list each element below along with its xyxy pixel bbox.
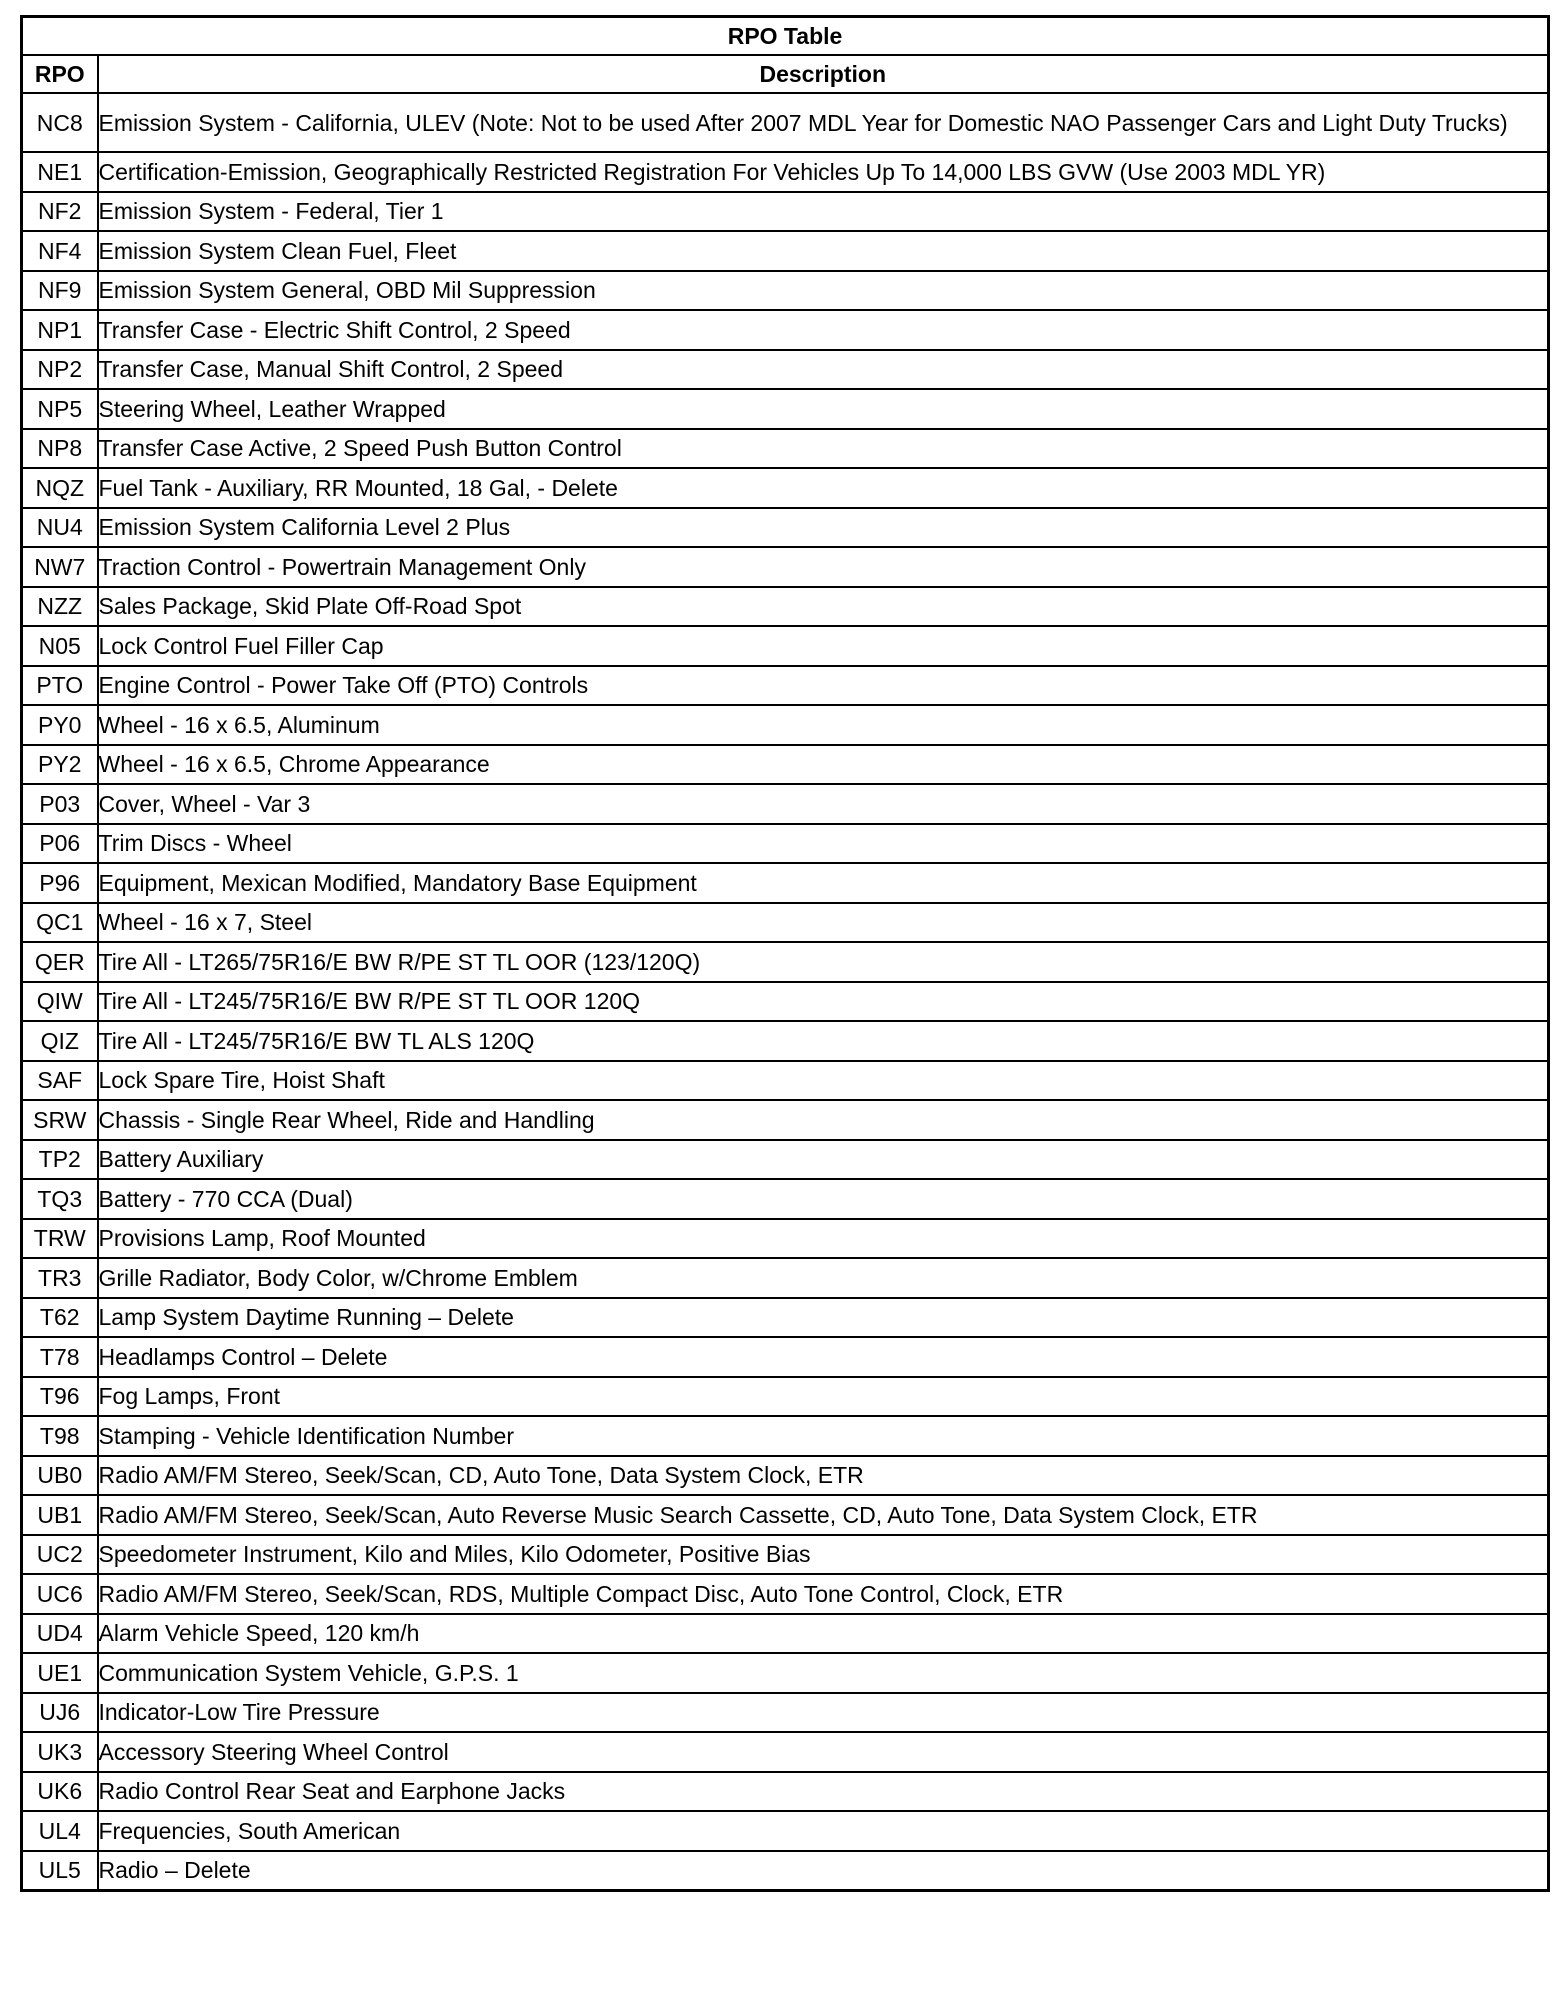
rpo-code-cell: UC2 — [22, 1535, 98, 1575]
rpo-code-cell: NZZ — [22, 587, 98, 627]
rpo-code-cell: UL5 — [22, 1851, 98, 1891]
rpo-code-cell: PY2 — [22, 745, 98, 785]
table-row — [22, 547, 1549, 587]
table-row — [22, 1732, 1549, 1772]
description-cell: Frequencies, South American — [98, 1811, 1549, 1851]
table-row — [22, 1851, 1549, 1891]
table-row — [22, 942, 1549, 982]
table-row — [22, 1693, 1549, 1733]
description-cell: Tire All - LT245/75R16/E BW R/PE ST TL OOR 120Q — [98, 982, 1549, 1022]
rpo-code-cell: QIW — [22, 982, 98, 1022]
description-cell: Radio Control Rear Seat and Earphone Jacks — [98, 1772, 1549, 1812]
description-cell: Traction Control - Powertrain Management Only — [98, 547, 1549, 587]
rpo-code-cell: NF4 — [22, 231, 98, 271]
description-cell: Certification-Emission, Geographically Restricted Registration For Vehicles Up To 14,000 LBS GVW (Use 2003 MDL YR) — [98, 152, 1549, 192]
rpo-code-cell: UJ6 — [22, 1693, 98, 1733]
description-cell: Battery Auxiliary — [98, 1140, 1549, 1180]
table-row — [22, 903, 1549, 943]
description-cell: Steering Wheel, Leather Wrapped — [98, 389, 1549, 429]
description-cell: Grille Radiator, Body Color, w/Chrome Emblem — [98, 1258, 1549, 1298]
table-row — [22, 1179, 1549, 1219]
description-cell: Speedometer Instrument, Kilo and Miles, Kilo Odometer, Positive Bias — [98, 1535, 1549, 1575]
table-row — [22, 1298, 1549, 1338]
description-cell: Transfer Case Active, 2 Speed Push Button Control — [98, 429, 1549, 469]
description-cell: Fog Lamps, Front — [98, 1377, 1549, 1417]
rpo-code-cell: PY0 — [22, 705, 98, 745]
table-row — [22, 1140, 1549, 1180]
column-header-rpo: RPO — [22, 55, 98, 93]
table-row — [22, 1653, 1549, 1693]
table-row — [22, 310, 1549, 350]
description-cell: Indicator-Low Tire Pressure — [98, 1693, 1549, 1733]
rpo-code-cell: UD4 — [22, 1614, 98, 1654]
rpo-code-cell: PTO — [22, 666, 98, 706]
table-row — [22, 1258, 1549, 1298]
description-cell: Communication System Vehicle, G.P.S. 1 — [98, 1653, 1549, 1693]
rpo-code-cell: UB0 — [22, 1456, 98, 1496]
description-cell: Emission System - Federal, Tier 1 — [98, 192, 1549, 232]
rpo-code-cell: NQZ — [22, 468, 98, 508]
rpo-code-cell: NF9 — [22, 271, 98, 311]
description-cell: Alarm Vehicle Speed, 120 km/h — [98, 1614, 1549, 1654]
rpo-code-cell: QC1 — [22, 903, 98, 943]
description-cell: Radio – Delete — [98, 1851, 1549, 1891]
rpo-code-cell: NE1 — [22, 152, 98, 192]
description-cell: Battery - 770 CCA (Dual) — [98, 1179, 1549, 1219]
rpo-code-cell: P96 — [22, 863, 98, 903]
rpo-code-cell: NP1 — [22, 310, 98, 350]
table-row — [22, 1377, 1549, 1417]
description-cell: Lock Control Fuel Filler Cap — [98, 626, 1549, 666]
description-cell: Emission System California Level 2 Plus — [98, 508, 1549, 548]
table-header-row — [22, 55, 1549, 93]
table-row — [22, 1100, 1549, 1140]
rpo-code-cell: P06 — [22, 824, 98, 864]
description-cell: Transfer Case - Electric Shift Control, 2 Speed — [98, 310, 1549, 350]
description-cell: Lamp System Daytime Running – Delete — [98, 1298, 1549, 1338]
description-cell: Equipment, Mexican Modified, Mandatory Base Equipment — [98, 863, 1549, 903]
rpo-code-cell: NC8 — [22, 93, 98, 152]
table-row — [22, 666, 1549, 706]
description-cell: Chassis - Single Rear Wheel, Ride and Handling — [98, 1100, 1549, 1140]
table-body — [22, 93, 1549, 1891]
description-cell: Wheel - 16 x 6.5, Aluminum — [98, 705, 1549, 745]
description-cell: Emission System Clean Fuel, Fleet — [98, 231, 1549, 271]
table-row — [22, 1456, 1549, 1496]
rpo-code-cell: UC6 — [22, 1574, 98, 1614]
rpo-code-cell: T96 — [22, 1377, 98, 1417]
description-cell: Stamping - Vehicle Identification Number — [98, 1416, 1549, 1456]
table-row — [22, 1021, 1549, 1061]
rpo-code-cell: TQ3 — [22, 1179, 98, 1219]
table-row — [22, 1614, 1549, 1654]
rpo-code-cell: NP2 — [22, 350, 98, 390]
table-row — [22, 350, 1549, 390]
table-row — [22, 1535, 1549, 1575]
rpo-code-cell: QIZ — [22, 1021, 98, 1061]
table-row — [22, 152, 1549, 192]
rpo-code-cell: NF2 — [22, 192, 98, 232]
rpo-code-cell: SRW — [22, 1100, 98, 1140]
table-row — [22, 824, 1549, 864]
description-cell: Tire All - LT265/75R16/E BW R/PE ST TL OOR (123/120Q) — [98, 942, 1549, 982]
table-row — [22, 389, 1549, 429]
rpo-code-cell: UB1 — [22, 1495, 98, 1535]
table-row — [22, 231, 1549, 271]
description-cell: Engine Control - Power Take Off (PTO) Controls — [98, 666, 1549, 706]
description-cell: Cover, Wheel - Var 3 — [98, 784, 1549, 824]
table-row — [22, 587, 1549, 627]
table-row — [22, 705, 1549, 745]
rpo-code-cell: NP8 — [22, 429, 98, 469]
table-row — [22, 1574, 1549, 1614]
description-cell: Radio AM/FM Stereo, Seek/Scan, RDS, Multiple Compact Disc, Auto Tone Control, Clock, ETR — [98, 1574, 1549, 1614]
rpo-code-cell: T98 — [22, 1416, 98, 1456]
rpo-code-cell: UL4 — [22, 1811, 98, 1851]
description-cell: Wheel - 16 x 7, Steel — [98, 903, 1549, 943]
table-row — [22, 271, 1549, 311]
rpo-code-cell: UK6 — [22, 1772, 98, 1812]
rpo-code-cell: T78 — [22, 1337, 98, 1377]
description-cell: Radio AM/FM Stereo, Seek/Scan, CD, Auto Tone, Data System Clock, ETR — [98, 1456, 1549, 1496]
table-row — [22, 784, 1549, 824]
table-row — [22, 468, 1549, 508]
rpo-code-cell: UE1 — [22, 1653, 98, 1693]
description-cell: Trim Discs - Wheel — [98, 824, 1549, 864]
table-row — [22, 429, 1549, 469]
description-cell: Provisions Lamp, Roof Mounted — [98, 1219, 1549, 1259]
table-row — [22, 745, 1549, 785]
description-cell: Sales Package, Skid Plate Off-Road Spot — [98, 587, 1549, 627]
table-row — [22, 1219, 1549, 1259]
rpo-code-cell: T62 — [22, 1298, 98, 1338]
table-row — [22, 1416, 1549, 1456]
table-title-row — [22, 17, 1549, 56]
table-row — [22, 626, 1549, 666]
description-cell: Headlamps Control – Delete — [98, 1337, 1549, 1377]
table-row — [22, 508, 1549, 548]
rpo-code-cell: P03 — [22, 784, 98, 824]
description-cell: Emission System General, OBD Mil Suppression — [98, 271, 1549, 311]
rpo-code-cell: TP2 — [22, 1140, 98, 1180]
description-cell: Lock Spare Tire, Hoist Shaft — [98, 1061, 1549, 1101]
rpo-code-cell: UK3 — [22, 1732, 98, 1772]
table-row — [22, 1772, 1549, 1812]
rpo-table — [20, 15, 1550, 1892]
description-cell: Transfer Case, Manual Shift Control, 2 Speed — [98, 350, 1549, 390]
description-cell: Radio AM/FM Stereo, Seek/Scan, Auto Reverse Music Search Cassette, CD, Auto Tone, Data System Clock, ETR — [98, 1495, 1549, 1535]
rpo-code-cell: TR3 — [22, 1258, 98, 1298]
rpo-code-cell: NP5 — [22, 389, 98, 429]
table-row — [22, 1811, 1549, 1851]
column-header-description: Description — [98, 55, 1549, 93]
rpo-code-cell: TRW — [22, 1219, 98, 1259]
rpo-code-cell: QER — [22, 942, 98, 982]
rpo-code-cell: N05 — [22, 626, 98, 666]
rpo-code-cell: SAF — [22, 1061, 98, 1101]
description-cell: Tire All - LT245/75R16/E BW TL ALS 120Q — [98, 1021, 1549, 1061]
description-cell: Accessory Steering Wheel Control — [98, 1732, 1549, 1772]
table-row — [22, 982, 1549, 1022]
description-cell: Wheel - 16 x 6.5, Chrome Appearance — [98, 745, 1549, 785]
table-row — [22, 1495, 1549, 1535]
table-row — [22, 93, 1549, 152]
description-cell: Fuel Tank - Auxiliary, RR Mounted, 18 Gal, - Delete — [98, 468, 1549, 508]
description-cell: Emission System - California, ULEV (Note: Not to be used After 2007 MDL Year for Domestic NAO Passenger Cars and Light Duty Trucks) — [98, 93, 1549, 152]
table-row — [22, 1061, 1549, 1101]
table-title: RPO Table — [22, 17, 1549, 56]
table-row — [22, 863, 1549, 903]
table-row — [22, 192, 1549, 232]
rpo-code-cell: NU4 — [22, 508, 98, 548]
table-row — [22, 1337, 1549, 1377]
rpo-code-cell: NW7 — [22, 547, 98, 587]
document-page — [20, 15, 1547, 1892]
